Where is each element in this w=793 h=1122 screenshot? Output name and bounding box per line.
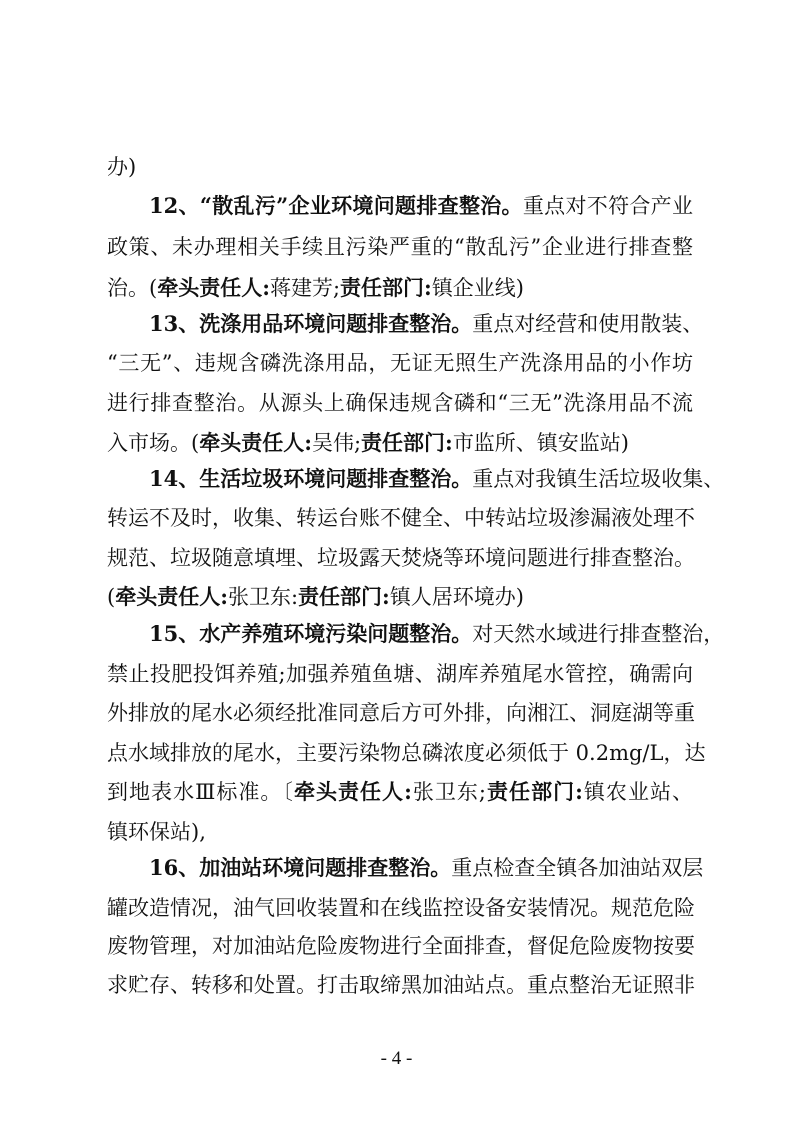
text-line (107, 503, 693, 533)
text-line (107, 348, 693, 378)
text-run: 到地表水Ⅲ标准。〔 (107, 780, 294, 804)
text-run: 镇农业站、 (582, 780, 693, 804)
page-number: - 4 - (380, 1048, 413, 1069)
text-line (107, 273, 693, 303)
text-run: 入市场。( (107, 431, 200, 455)
text-run: 蒋建芳; (269, 276, 341, 300)
text-line (149, 309, 704, 339)
text-line (107, 388, 693, 418)
text-line (149, 853, 704, 883)
text-run: 点水域排放的尾水，主要污染物总磷浓度必须低于 0.2mg/L，达 (107, 741, 706, 765)
text-line (107, 738, 706, 768)
text-line (149, 191, 693, 221)
bold-run: 责任部门: (298, 584, 390, 609)
bold-run: 15、水产养殖环境污染问题整治。 (149, 621, 473, 646)
text-run: 张卫东; (411, 780, 486, 804)
text-run: 重点对不符合产业 (522, 194, 693, 218)
text-run: 废物管理，对加油站危险废物进行全面排查，督促危险废物按要 (107, 934, 695, 958)
bold-run: 责任部门: (340, 275, 432, 300)
text-line (107, 777, 693, 807)
text-run: 重点检查全镇各加油站双层 (451, 856, 704, 880)
text-run: 重点对我镇生活垃圾收集、 (472, 467, 725, 491)
text-line (107, 893, 693, 923)
text-run: 外排放的尾水必须经批准同意后方可外排，向湘江、洞庭湖等重 (107, 701, 695, 725)
text-line (149, 619, 725, 649)
text-line (107, 428, 693, 458)
text-line (107, 698, 693, 728)
bold-run: 13、洗涤用品环境问题排查整治。 (149, 311, 473, 336)
text-run: 转运不及时，收集、转运台账不健全、中转站垃圾渗漏液处理不 (107, 506, 695, 530)
bold-run: 责任部门: (361, 430, 453, 455)
bold-run: 牵头责任人: (293, 779, 412, 804)
text-line (107, 970, 693, 1000)
text-run: 办) (107, 155, 137, 179)
text-line (107, 152, 693, 182)
text-run: 对天然水域进行排查整治， (472, 622, 725, 646)
text-run: 镇企业线) (431, 276, 525, 300)
text-run: 进行排查整治。从源头上确保违规含磷和“三无”洗涤用品不流 (107, 391, 693, 415)
text-run: 重点对经营和使用散装、 (472, 312, 704, 336)
text-run: 张卫东: (227, 585, 299, 609)
text-run: 镇人居环境办) (389, 585, 525, 609)
bold-run: 14、生活垃圾环境问题排查整治。 (149, 466, 473, 491)
text-line (107, 232, 693, 262)
text-run: 规范、垃圾随意填埋、垃圾露天焚烧等环境问题进行排查整治。 (107, 546, 695, 570)
text-run: 镇环保站), (107, 820, 206, 844)
bold-run: 牵头责任人: (199, 430, 312, 455)
text-line (149, 464, 725, 494)
bold-run: 牵头责任人: (157, 275, 270, 300)
text-run: 政策、未办理相关手续且污染严重的“散乱污”企业进行排查整 (107, 235, 693, 259)
text-run: 治。( (107, 276, 158, 300)
text-line (107, 543, 693, 573)
bold-run: 责任部门: (486, 779, 583, 804)
bold-run: 16、加油站环境问题排查整治。 (149, 855, 452, 880)
text-run: 禁止投肥投饵养殖;加强养殖鱼塘、湖库养殖尾水管控，确需向 (107, 662, 693, 686)
text-run: “三无”、违规含磷洗涤用品，无证无照生产洗涤用品的小作坊 (107, 351, 693, 375)
text-line (107, 659, 693, 689)
text-run: 市监所、镇安监站) (452, 431, 630, 455)
bold-run: 牵头责任人: (115, 584, 228, 609)
text-line (107, 817, 693, 847)
text-run: 吴伟; (311, 431, 362, 455)
text-line (107, 582, 693, 612)
text-line (107, 931, 693, 961)
bold-run: 12、“散乱污”企业环境问题排查整治。 (149, 193, 523, 218)
text-run: 求贮存、转移和处置。打击取缔黑加油站点。重点整治无证照非 (107, 973, 695, 997)
text-run: 罐改造情况，油气回收装置和在线监控设备安装情况。规范危险 (107, 896, 695, 920)
text-run: ( (107, 585, 116, 609)
